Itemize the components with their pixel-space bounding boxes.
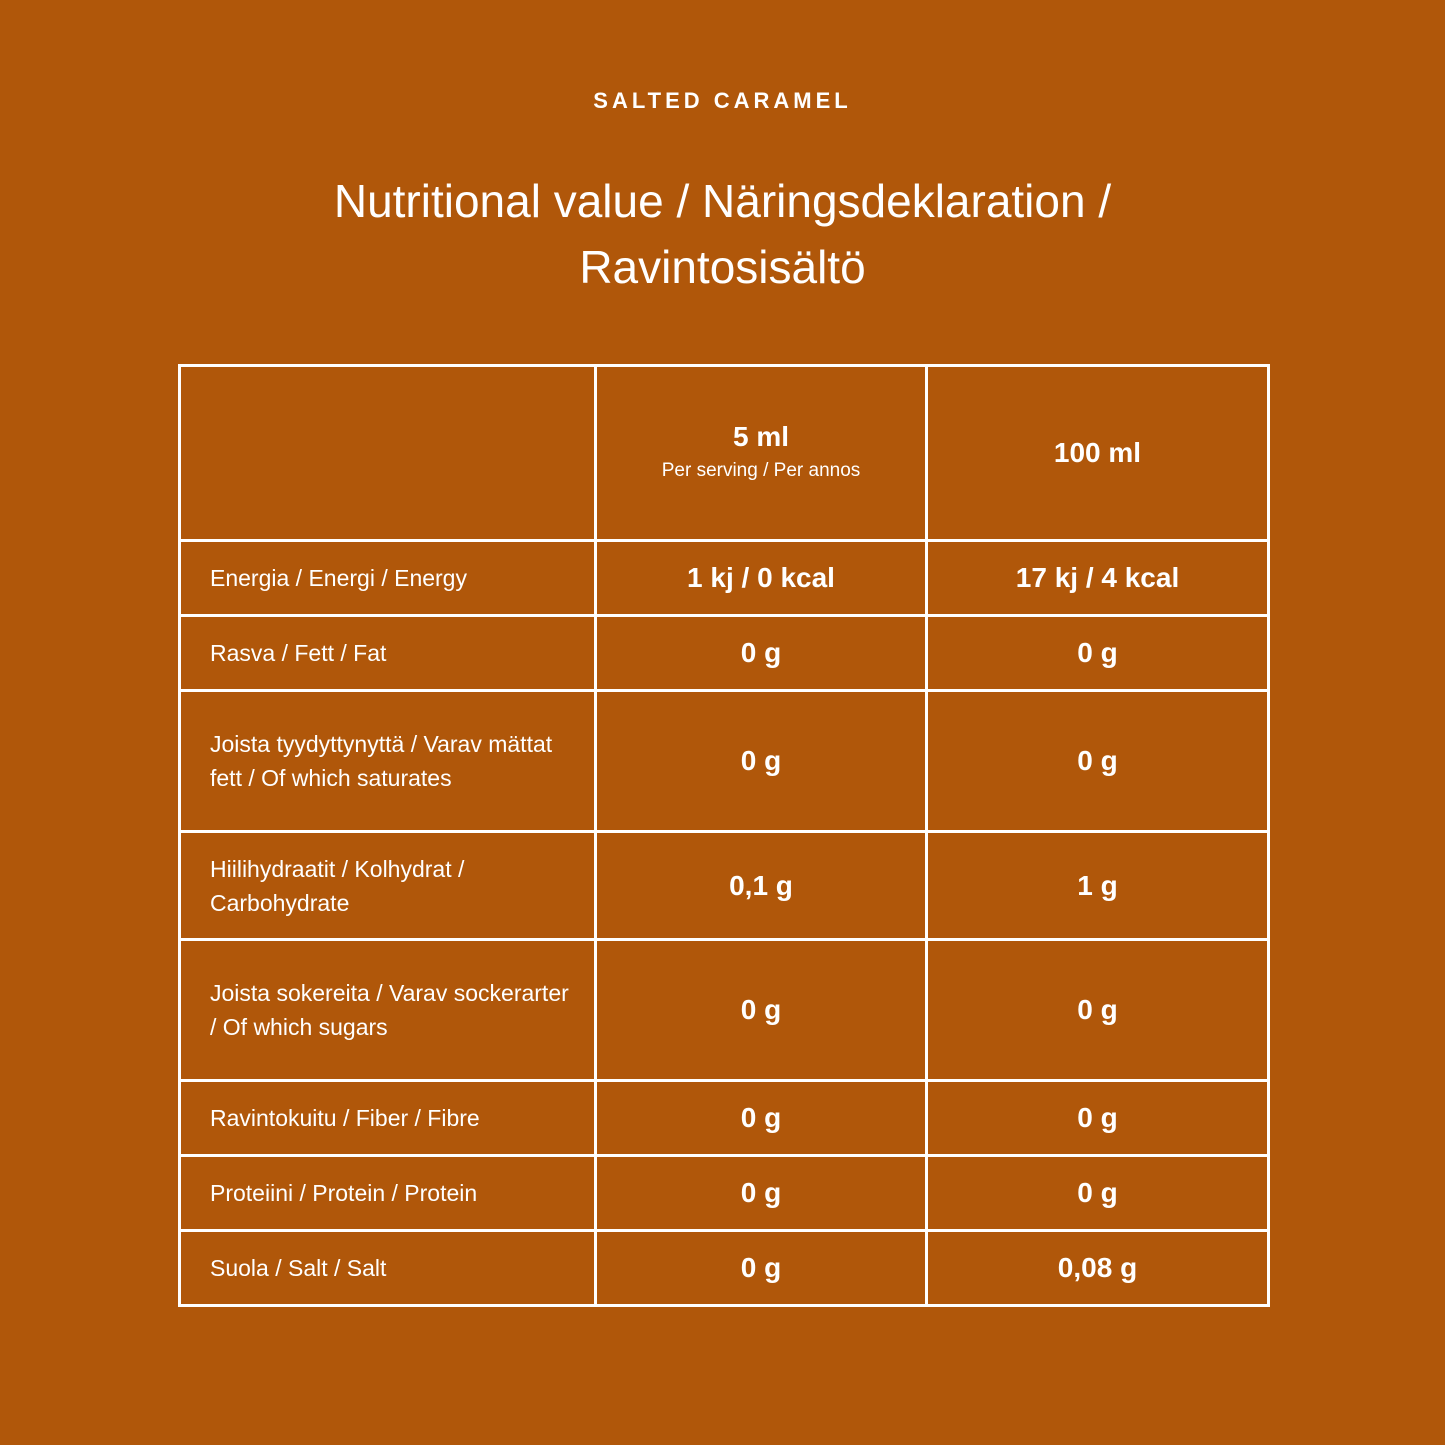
row-value-per-100ml: 0,08 g — [927, 1231, 1269, 1306]
product-name: SALTED CARAMEL — [593, 88, 852, 113]
row-value-per-100ml: 17 kj / 4 kcal — [927, 541, 1269, 616]
row-value-per-serving: 0 g — [596, 1156, 927, 1231]
table-row-carbohydrate — [180, 832, 1269, 940]
row-value-per-serving: 0 g — [596, 1081, 927, 1156]
table-row-sugars — [180, 940, 1269, 1081]
row-value-per-serving: 0 g — [596, 1231, 927, 1306]
row-value-per-100ml: 0 g — [927, 1156, 1269, 1231]
row-label: Energia / Energi / Energy — [180, 541, 596, 616]
row-value-per-100ml: 1 g — [927, 832, 1269, 940]
page-title-line-1: Nutritional value / Näringsdeklaration / — [333, 175, 1112, 227]
row-value-per-100ml: 0 g — [927, 691, 1269, 832]
row-value-per-serving: 0 g — [596, 940, 927, 1081]
row-label: Suola / Salt / Salt — [180, 1231, 596, 1306]
row-value-per-serving: 0,1 g — [596, 832, 927, 940]
row-value-per-100ml: 0 g — [927, 1081, 1269, 1156]
table-row-fibre — [180, 1081, 1269, 1156]
page-title-line-2: Ravintosisältö — [579, 241, 866, 293]
row-value-per-serving: 0 g — [596, 616, 927, 691]
header-empty-cell — [180, 366, 596, 541]
row-label: Proteiini / Protein / Protein — [180, 1156, 596, 1231]
row-value-per-serving: 0 g — [596, 691, 927, 832]
row-label: Joista tyydyttynyttä / Varav mättat fett / Of which saturates — [180, 691, 596, 832]
header-per-serving-note: Per serving / Per annos — [661, 460, 861, 481]
row-label: Joista sokereita / Varav sockerarter / Of which sugars — [180, 940, 596, 1081]
row-value-per-100ml: 0 g — [927, 616, 1269, 691]
header-per-serving — [596, 366, 927, 541]
table-row-fat — [180, 616, 1269, 691]
header-per-100ml-amount: 100 ml — [1053, 437, 1142, 468]
table-row-protein — [180, 1156, 1269, 1231]
nutrition-table — [178, 364, 1270, 1307]
page-title — [0, 168, 1445, 300]
row-label: Rasva / Fett / Fat — [180, 616, 596, 691]
row-value-per-serving: 1 kj / 0 kcal — [596, 541, 927, 616]
table-row-energy — [180, 541, 1269, 616]
header-per-100ml — [927, 366, 1269, 541]
row-label: Hiilihydraatit / Kolhydrat / Carbohydrate — [180, 832, 596, 940]
table-header-row — [180, 366, 1269, 541]
row-label: Ravintokuitu / Fiber / Fibre — [180, 1081, 596, 1156]
row-value-per-100ml: 0 g — [927, 940, 1269, 1081]
table-row-saturates — [180, 691, 1269, 832]
header-per-serving-amount: 5 ml — [732, 421, 790, 452]
table-row-salt — [180, 1231, 1269, 1306]
